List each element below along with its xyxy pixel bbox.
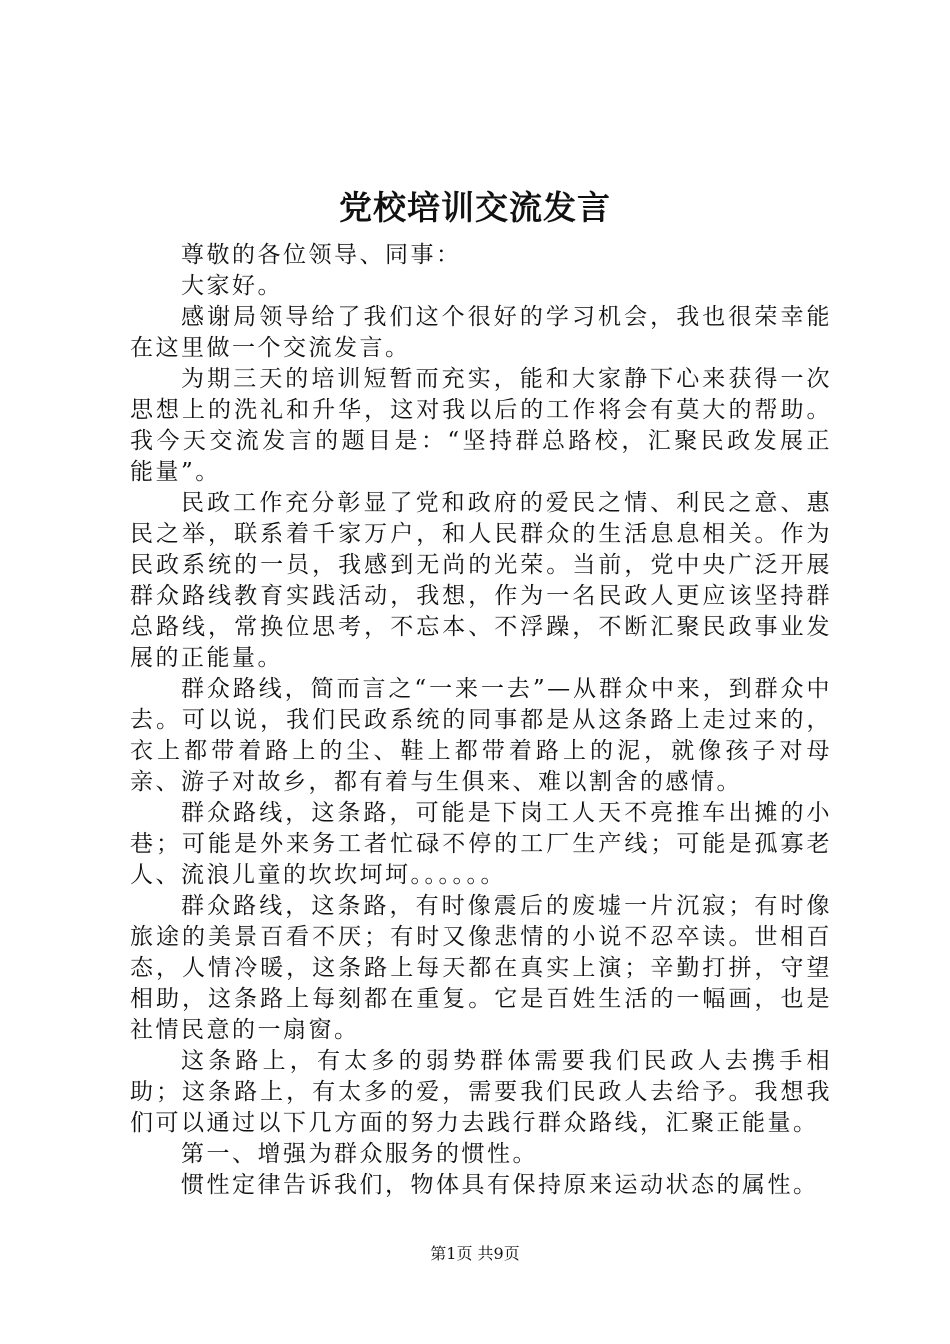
paragraph: 感谢局领导给了我们这个很好的学习机会，我也很荣幸能在这里做一个交流发言。 — [130, 304, 832, 361]
paragraph: 群众路线，这条路，可能是下岗工人天不亮推车出摊的小巷；可能是外来务工者忙碌不停的工厂生产线；可能是孤寡老人、流浪儿童的坎坎坷坷。。。。。。 — [130, 800, 832, 888]
section-heading: 第一、增强为群众服务的惯性。 — [181, 1141, 538, 1167]
paragraph: 为期三天的培训短暂而充实，能和大家静下心来获得一次思想上的洗礼和升华，这对我以后的工作将会有莫大的帮助。我今天交流发言的题目是：“坚持群总路校，汇聚民政发展正能量”。 — [130, 366, 832, 485]
paragraph: 惯性定律告诉我们，物体具有保持原来运动状态的属性。 — [181, 1172, 819, 1198]
salutation: 尊敬的各位领导、同事： — [181, 242, 462, 268]
page-number: 第1页 共9页 — [430, 1244, 520, 1263]
document-title: 党校培训交流发言 — [339, 188, 611, 227]
paragraph: 这条路上，有太多的弱势群体需要我们民政人去携手相助；这条路上，有太多的爱，需要我们民政人去给予。我想我们可以通过以下几方面的努力去践行群众路线，汇聚正能量。 — [130, 1048, 832, 1136]
paragraph: 群众路线，这条路，有时像震后的废墟一片沉寂；有时像旅途的美景百看不厌；有时又像悲情的小说不忍卒读。世相百态，人情冷暖，这条路上每天都在真实上演；辛勤打拼，守望相助，这条路上每刻都在重复。它是百姓生活的一幅画，也是社情民意的一扇窗。 — [130, 893, 832, 1043]
paragraph: 群众路线，简而言之“一来一去”—从群众中来，到群众中去。可以说，我们民政系统的同事都是从这条路上走过来的，衣上都带着路上的尘、鞋上都带着路上的泥，就像孩子对母亲、游子对故乡，都有着与生俱来、难以割舍的感情。 — [130, 676, 832, 795]
greeting: 大家好。 — [181, 273, 283, 299]
paragraph: 民政工作充分彰显了党和政府的爱民之情、利民之意、惠民之举，联系着千家万户，和人民群众的生活息息相关。作为民政系统的一员，我感到无尚的光荣。当前，党中央广泛开展群众路线教育实践活动，我想，作为一名民政人更应该坚持群总路线，常换位思考，不忘本、不浮躁，不断汇聚民政事业发展的正能量。 — [130, 490, 832, 671]
document-body — [130, 240, 832, 1201]
